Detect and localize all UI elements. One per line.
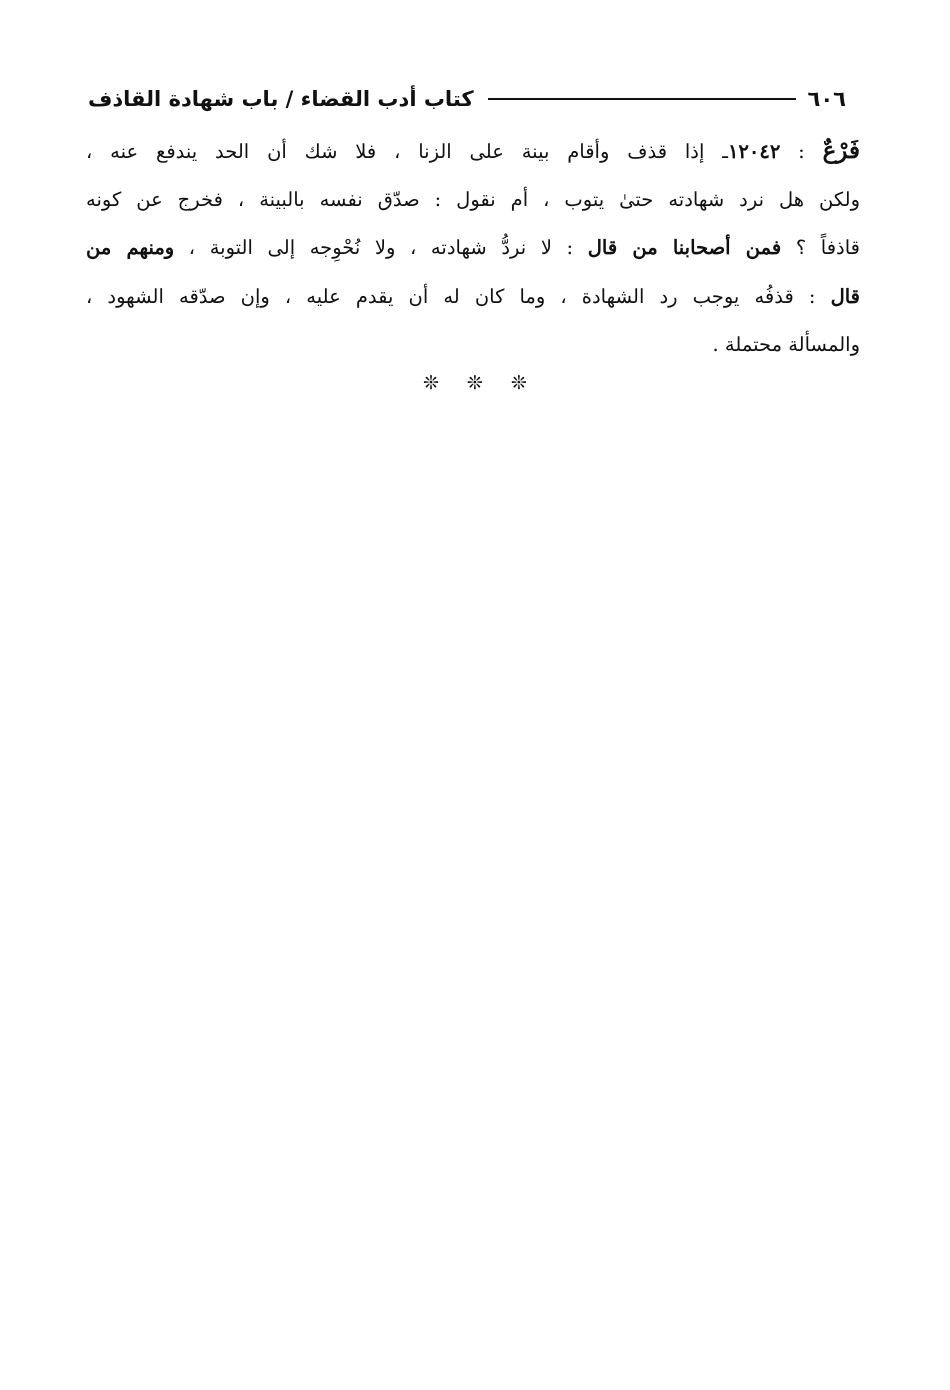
colon-separator: :: [780, 140, 823, 163]
line-text: : لا نردُّ شهادته ، ولا نُحْوِجه إلى التوبة ،: [174, 236, 588, 260]
text-line: [86, 224, 860, 272]
bold-phrase: ومنهم من: [86, 236, 175, 260]
text-line: [86, 273, 860, 321]
far-heading: فَرْعٌ: [822, 137, 860, 164]
running-head: [88, 82, 846, 116]
text-line: [86, 127, 860, 176]
line-text: : قذفُه يوجب رد الشهادة ، وما كان له أن يقدم عليه ، وإن صدّقه الشهود ،: [86, 284, 831, 308]
line-text: ـ إذا قذف وأقام بينة على الزنا ، فلا شك أن الحد يندفع عنه ،: [86, 140, 728, 163]
bold-phrase: فمن أصحابنا من قال: [587, 236, 782, 260]
bold-phrase: قال: [830, 284, 860, 308]
paragraph-number: ١٢٠٤٢: [727, 140, 781, 163]
header-rule: [488, 98, 796, 100]
text-line: [86, 321, 860, 369]
running-title: كتاب أدب القضاء / باب شهادة القاذف: [88, 86, 474, 111]
body-paragraph: [86, 127, 860, 369]
text-line: [86, 176, 860, 224]
page-number: ٦٠٦: [807, 86, 846, 111]
section-separator: ❊❊❊: [423, 372, 555, 394]
line-text: قاذفاً ؟: [781, 236, 860, 260]
line-text: والمسألة محتملة .: [712, 332, 860, 356]
line-text: ولكن هل نرد شهادته حتىٰ يتوب ، أم نقول : صدّق نفسه بالبينة ، فخرج عن كونه: [86, 188, 860, 212]
